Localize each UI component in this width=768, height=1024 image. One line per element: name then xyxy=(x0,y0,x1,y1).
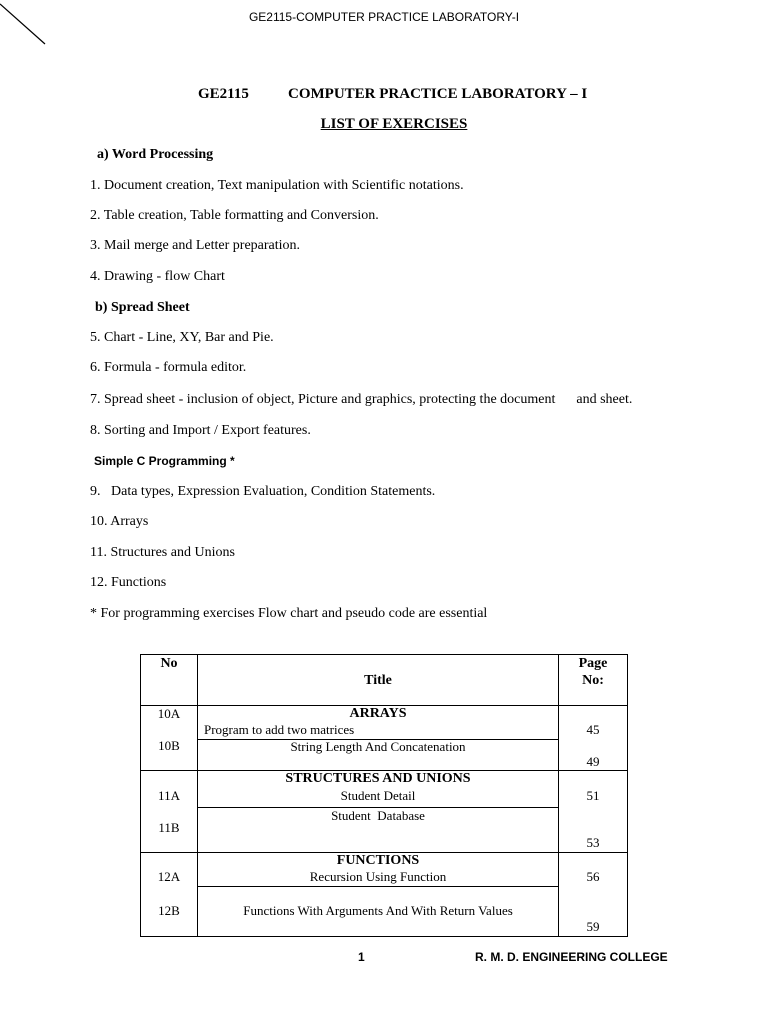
exercise-item: 9. Data types, Expression Evaluation, Condition Statements. xyxy=(90,484,436,499)
row-title: Recursion Using Function xyxy=(309,869,447,884)
course-code: GE2115 xyxy=(198,86,249,102)
group-heading-structures: STRUCTURES AND UNIONS xyxy=(285,771,471,786)
row-title: Functions With Arguments And With Return Values xyxy=(243,903,513,918)
page-number: 1 xyxy=(358,950,365,964)
row-page: 49 xyxy=(586,754,600,769)
exercise-item: 8. Sorting and Import / Export features. xyxy=(90,423,311,438)
group-heading-functions: FUNCTIONS xyxy=(336,853,420,868)
row-page: 51 xyxy=(586,788,600,803)
table-group-arrays xyxy=(141,706,628,771)
corner-fold-line xyxy=(0,0,50,50)
row-page: 59 xyxy=(586,919,600,934)
header-no: No xyxy=(160,656,178,671)
row-page: 53 xyxy=(586,835,600,850)
row-no: 11A xyxy=(158,788,180,803)
row-page: 56 xyxy=(586,869,600,884)
row-no: 11B xyxy=(158,820,180,835)
exercise-item: 7. Spread sheet - inclusion of object, Picture and graphics, protecting the document and sheet. xyxy=(90,392,633,407)
section-heading-spread-sheet: b) Spread Sheet xyxy=(95,300,190,315)
row-title: String Length And Concatenation xyxy=(290,739,466,754)
exercise-index-table xyxy=(140,654,628,937)
exercise-item: 2. Table creation, Table formatting and Conversion. xyxy=(90,208,379,223)
table-group-structures xyxy=(141,771,628,853)
exercise-item: 4. Drawing - flow Chart xyxy=(90,269,225,284)
college-name: R. M. D. ENGINEERING COLLEGE xyxy=(475,950,668,964)
header-title: Title xyxy=(364,673,392,688)
exercise-item: 11. Structures and Unions xyxy=(90,545,235,560)
row-no: 10B xyxy=(158,738,180,753)
exercise-item: 5. Chart - Line, XY, Bar and Pie. xyxy=(90,330,274,345)
exercise-item: 10. Arrays xyxy=(90,514,149,529)
table-group-functions xyxy=(141,853,628,937)
row-no: 12B xyxy=(158,903,180,918)
section-heading-c-programming: Simple C Programming * xyxy=(94,454,235,468)
group-heading-arrays: ARRAYS xyxy=(349,706,407,721)
table-header-row xyxy=(141,655,628,706)
programming-note: * For programming exercises Flow chart and pseudo code are essential xyxy=(90,606,488,621)
row-title: Student Database xyxy=(331,808,425,823)
exercise-item: 3. Mail merge and Letter preparation. xyxy=(90,238,301,253)
row-divider xyxy=(198,886,558,887)
row-no: 12A xyxy=(157,869,181,884)
exercise-item: 1. Document creation, Text manipulation with Scientific notations. xyxy=(90,178,464,193)
header-page: Page xyxy=(578,656,608,671)
list-of-exercises-heading: LIST OF EXERCISES xyxy=(320,116,468,132)
exercise-item: 12. Functions xyxy=(90,575,167,590)
exercise-item: 6. Formula - formula editor. xyxy=(90,360,247,375)
row-title: Student Detail xyxy=(340,788,416,803)
row-no: 10A xyxy=(157,706,181,721)
course-title: COMPUTER PRACTICE LABORATORY – I xyxy=(288,86,588,102)
section-heading-word-processing: a) Word Processing xyxy=(97,147,214,162)
running-header: GE2115-COMPUTER PRACTICE LABORATORY-I xyxy=(248,10,520,24)
row-title: Program to add two matrices xyxy=(204,722,355,737)
header-page-no: No: xyxy=(582,673,604,688)
row-page: 45 xyxy=(586,722,600,737)
